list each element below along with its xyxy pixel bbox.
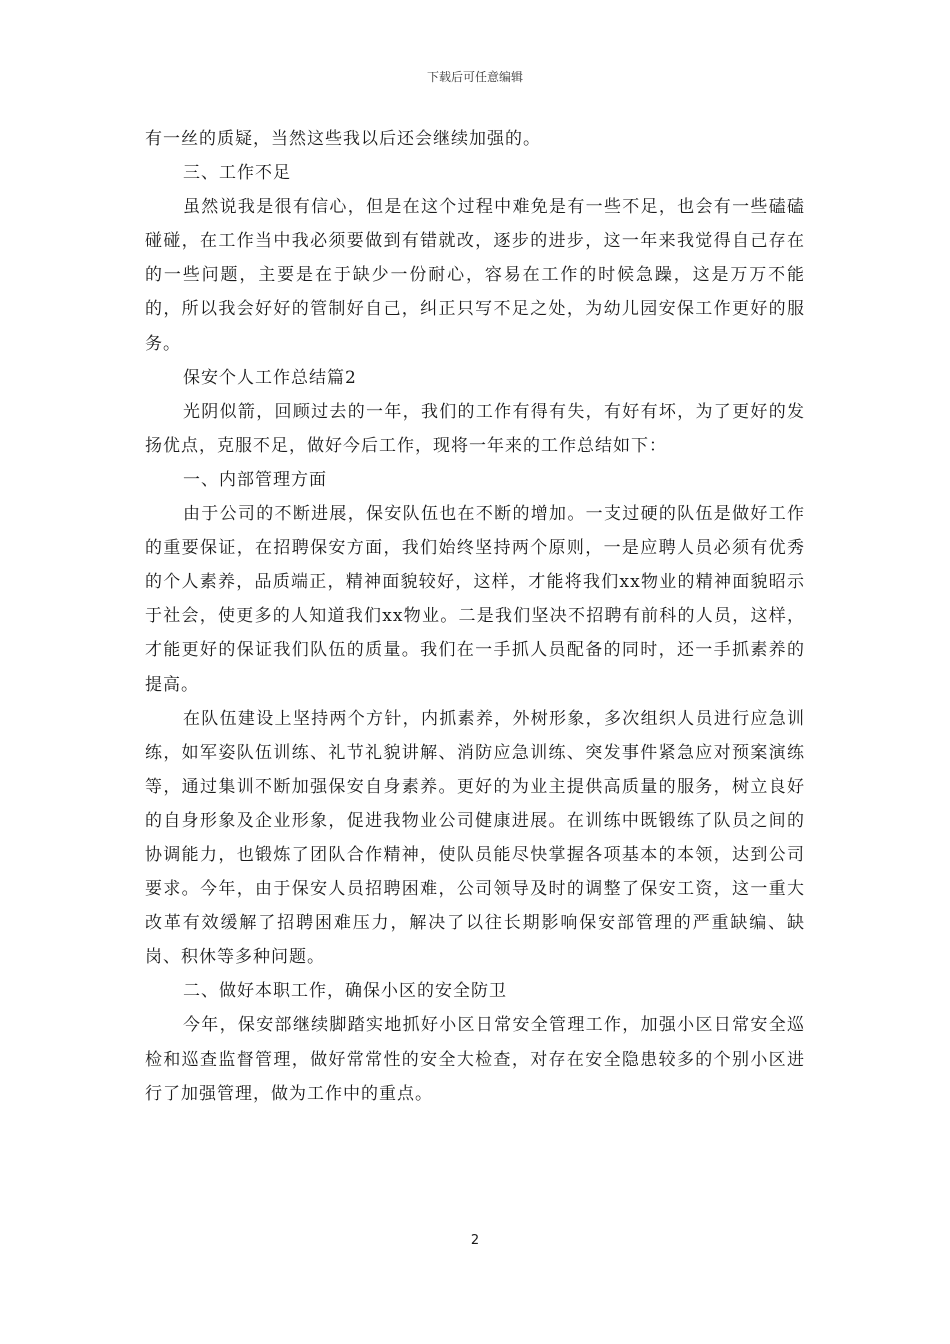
paragraph: 有一丝的质疑，当然这些我以后还会继续加强的。 <box>145 129 541 149</box>
article-title: 保安个人工作总结篇2 <box>183 367 357 388</box>
paragraph: 光阴似箭，回顾过去的一年，我们的工作有得有失，有好有坏，为了更好的发扬优点，克服不足，做好今后工作，现将一年来的工作总结如下： <box>145 401 805 456</box>
section-heading: 二、做好本职工作，确保小区的安全防卫 <box>183 981 507 1002</box>
paragraph: 虽然说我是很有信心，但是在这个过程中难免是有一些不足，也会有一些磕磕碰碰，在工作当中我必须要做到有错就改，逐步的进步，这一年来我觉得自己存在的一些问题，主要是在于缺少一份耐心，容易在工作的时候急躁，这是万万不能的，所以我会好好的管制好自己，纠正只写不足之处，为幼儿园安保工作更好的服务。 <box>145 197 805 354</box>
document-body <box>145 122 805 1111</box>
paragraph: 由于公司的不断进展，保安队伍也在不断的增加。一支过硬的队伍是做好工作的重要保证，在招聘保安方面，我们始终坚持两个原则，一是应聘人员必须有优秀的个人素养，品质端正，精神面貌较好，这样，才能将我们xx物业的精神面貌昭示于社会，使更多的人知道我们xx物业。二是我们坚决不招聘有前科的人员，这样，才能更好的保证我们队伍的质量。我们在一手抓人员配备的同时，还一手抓素养的提高。 <box>145 504 805 695</box>
section-heading: 三、工作不足 <box>183 163 291 184</box>
page-header: 下载后可任意编辑 <box>426 70 523 84</box>
section-heading: 一、内部管理方面 <box>183 469 327 490</box>
paragraph: 今年，保安部继续脚踏实地抓好小区日常安全管理工作，加强小区日常安全巡检和巡查监督管理，做好常常性的安全大检查，对存在安全隐患较多的个别小区进行了加强管理，做为工作中的重点。 <box>145 1015 805 1104</box>
page-number: 2 <box>470 1233 480 1248</box>
paragraph: 在队伍建设上坚持两个方针，内抓素养，外树形象，多次组织人员进行应急训练，如军姿队伍训练、礼节礼貌讲解、消防应急训练、突发事件紧急应对预案演练等，通过集训不断加强保安自身素养。更好的为业主提供高质量的服务，树立良好的自身形象及企业形象，促进我物业公司健康进展。在训练中既锻练了队员之间的协调能力，也锻炼了团队合作精神，使队员能尽快掌握各项基本的本领，达到公司要求。今年，由于保安人员招聘困难，公司领导及时的调整了保安工资，这一重大改革有效缓解了招聘困难压力，解决了以往长期影响保安部管理的严重缺编、缺岗、积休等多种问题。 <box>145 708 805 968</box>
